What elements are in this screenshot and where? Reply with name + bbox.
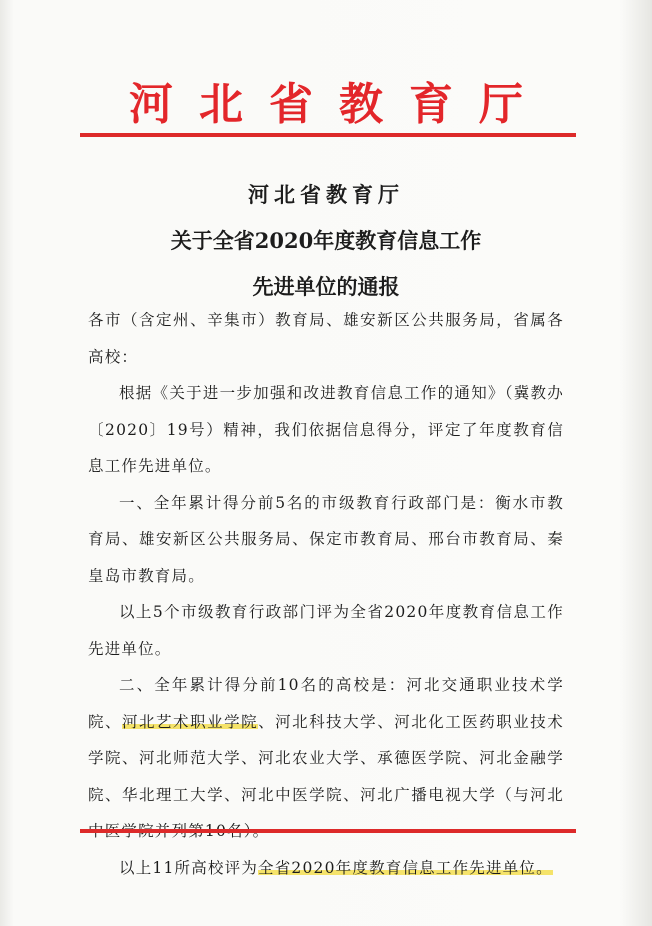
title-line-1: 河北省教育厅 (248, 182, 404, 207)
paragraph-1: 根据《关于进一步加强和改进教育信息工作的通知》（冀教办〔2020〕19号）精神，我们依据信息得分，评定了年度教育信息工作先进单位。 (88, 384, 564, 475)
red-letterhead: 河北省教育厅 (129, 79, 549, 130)
paragraph-3: 以上5个市级教育行政部门评为全省2020年度教育信息工作先进单位。 (88, 603, 564, 658)
paragraph-5 (88, 850, 564, 887)
highlighted-school: 河北艺术职业学院 (122, 712, 259, 731)
paragraph-5-pre: 以上11所高校评为 (119, 858, 259, 877)
red-rule-bottom (80, 829, 576, 833)
document-body (88, 302, 564, 886)
document-title (0, 170, 652, 308)
paragraph-4-post: 、河北科技大学、河北化工医药职业技术学院、河北师范大学、河北农业大学、承德医学院、河北金融学院、华北理工大学、河北中医学院、河北广播电视大学（与河北 (88, 712, 564, 804)
red-rule-top (80, 133, 576, 137)
title-line-2: 关于全省2020年度教育信息工作 (170, 228, 482, 253)
paragraph-4-pre: 二、全年累计得分前10名的高校是：河北交通职业技术学院、 (88, 676, 564, 731)
salutation: 各市（含定州、辛集市）教育局、雄安新区公共服务局，省属各高校： (88, 311, 564, 366)
title-line-3: 先进单位的通报 (252, 274, 400, 299)
highlighted-award: 全省2020年度教育信息工作先进单位。 (258, 858, 553, 877)
paragraph-2: 一、全年累计得分前5名的市级教育行政部门是：衡水市教育局、雄安新区公共服务局、保定市教育局、邢台市教育局、秦皇岛市教育局。 (88, 493, 564, 585)
paragraph-4 (88, 667, 564, 850)
